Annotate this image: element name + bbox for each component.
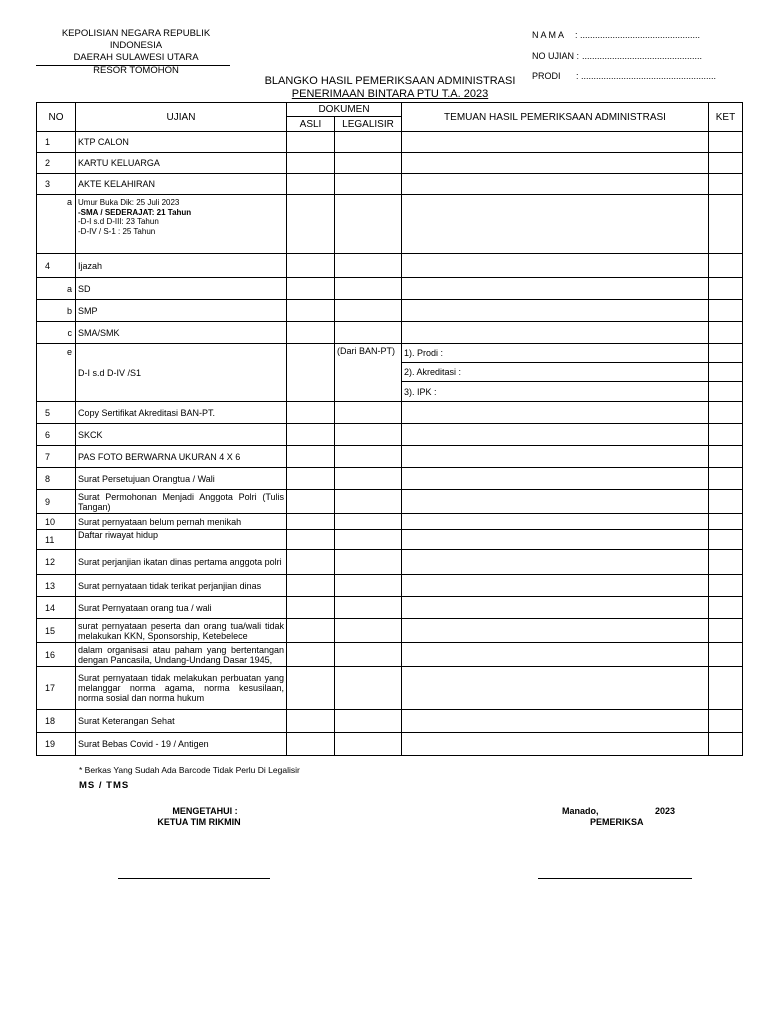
header-divider bbox=[36, 65, 230, 66]
ket-cell[interactable] bbox=[709, 424, 743, 446]
ket-cell[interactable] bbox=[709, 490, 743, 514]
ket-cell[interactable] bbox=[709, 446, 743, 468]
temuan-cell[interactable] bbox=[402, 514, 709, 530]
prodi-finding[interactable]: 1). Prodi : bbox=[402, 344, 709, 363]
table-row: 17 Surat pernyataan tidak melakukan perbuatan yang melanggar norma agama, norma kesusilaan, norma sosial dan norma hukum bbox=[37, 667, 743, 710]
temuan-cell[interactable] bbox=[402, 733, 709, 756]
nama-field[interactable]: : ................................................ bbox=[575, 30, 701, 40]
legalisir-cell[interactable] bbox=[335, 514, 402, 530]
table-row: 19 Surat Bebas Covid - 19 / Antigen bbox=[37, 733, 743, 756]
temuan-cell[interactable] bbox=[402, 490, 709, 514]
table-row: 6 SKCK bbox=[37, 424, 743, 446]
ketua-signature-line[interactable] bbox=[118, 878, 270, 879]
legalisir-cell[interactable] bbox=[335, 254, 402, 278]
ket-cell[interactable] bbox=[709, 344, 743, 363]
org-region: DAERAH SULAWESI UTARA bbox=[73, 52, 199, 63]
legalisir-cell[interactable] bbox=[335, 733, 402, 756]
table-row: 3 AKTE KELAHIRAN bbox=[37, 174, 743, 195]
temuan-cell[interactable] bbox=[402, 254, 709, 278]
temuan-cell[interactable] bbox=[402, 575, 709, 597]
temuan-cell[interactable] bbox=[402, 322, 709, 344]
pemeriksa-label: PEMERIKSA bbox=[590, 817, 644, 827]
ket-cell[interactable] bbox=[709, 322, 743, 344]
ket-cell[interactable] bbox=[709, 382, 743, 402]
no-ujian-label: NO UJIAN : bbox=[532, 51, 580, 61]
asli-cell[interactable] bbox=[287, 597, 335, 619]
col-asli-header: ASLI bbox=[287, 117, 335, 132]
age-requirements: Umur Buka Dik: 25 Juli 2023 -SMA / SEDERAJAT: 21 Tahun -D-I s.d D-III: 23 Tahun -D-IV / S-1 : 25 Tahun bbox=[76, 195, 287, 254]
temuan-cell[interactable] bbox=[402, 195, 709, 254]
table-row: 1 KTP CALON bbox=[37, 132, 743, 153]
asli-cell[interactable] bbox=[287, 575, 335, 597]
table-row: 7 PAS FOTO BERWARNA UKURAN 4 X 6 bbox=[37, 446, 743, 468]
legalisir-cell[interactable] bbox=[335, 153, 402, 174]
asli-cell[interactable] bbox=[287, 174, 335, 195]
temuan-cell[interactable] bbox=[402, 597, 709, 619]
asli-cell[interactable] bbox=[287, 733, 335, 756]
temuan-cell[interactable] bbox=[402, 710, 709, 733]
asli-cell[interactable] bbox=[287, 514, 335, 530]
asli-cell[interactable] bbox=[287, 153, 335, 174]
asli-cell[interactable] bbox=[287, 344, 335, 402]
table-row: 8 Surat Persetujuan Orangtua / Wali bbox=[37, 468, 743, 490]
no-ujian-field[interactable]: ................................................ bbox=[582, 51, 703, 61]
temuan-cell[interactable] bbox=[402, 132, 709, 153]
legalisir-cell[interactable] bbox=[335, 132, 402, 153]
table-row: 4 Ijazah bbox=[37, 254, 743, 278]
asli-cell[interactable] bbox=[287, 619, 335, 643]
temuan-cell[interactable] bbox=[402, 667, 709, 710]
col-ujian-header: UJIAN bbox=[76, 103, 287, 132]
table-row: b SMP bbox=[37, 300, 743, 322]
temuan-cell[interactable] bbox=[402, 446, 709, 468]
col-dokumen-header: DOKUMEN bbox=[287, 103, 402, 117]
legalisir-cell[interactable] bbox=[335, 575, 402, 597]
table-row: 11 Daftar riwayat hidup bbox=[37, 530, 743, 550]
legalisir-cell[interactable] bbox=[335, 490, 402, 514]
table-row: e D-I s.d D-IV /S1 (Dari BAN-PT) 1). Prodi : bbox=[37, 344, 743, 363]
asli-cell[interactable] bbox=[287, 643, 335, 667]
ket-cell[interactable] bbox=[709, 597, 743, 619]
table-row: 18 Surat Keterangan Sehat bbox=[37, 710, 743, 733]
temuan-cell[interactable] bbox=[402, 643, 709, 667]
ipk-finding[interactable]: 3). IPK : bbox=[402, 382, 709, 402]
ket-cell[interactable] bbox=[709, 468, 743, 490]
asli-cell[interactable] bbox=[287, 132, 335, 153]
asli-cell[interactable] bbox=[287, 322, 335, 344]
ket-cell[interactable] bbox=[709, 710, 743, 733]
table-row: 9 Surat Permohonan Menjadi Anggota Polri (Tulis Tangan) bbox=[37, 490, 743, 514]
akreditasi-finding[interactable]: 2). Akreditasi : bbox=[402, 363, 709, 382]
ket-cell[interactable] bbox=[709, 530, 743, 550]
ketua-label: KETUA TIM RIKMIN bbox=[157, 817, 241, 827]
ket-cell[interactable] bbox=[709, 514, 743, 530]
asli-cell[interactable] bbox=[287, 490, 335, 514]
legalisir-cell[interactable] bbox=[335, 710, 402, 733]
org-unit: RESOR TOMOHON bbox=[93, 65, 179, 76]
prodi-field[interactable]: : ...................................................... bbox=[576, 71, 717, 81]
year-label: 2023 bbox=[655, 806, 676, 816]
asli-cell[interactable] bbox=[287, 667, 335, 710]
temuan-cell[interactable] bbox=[402, 424, 709, 446]
asli-cell[interactable] bbox=[287, 195, 335, 254]
ket-cell[interactable] bbox=[709, 363, 743, 382]
table-row: 2 KARTU KELUARGA bbox=[37, 153, 743, 174]
pemeriksa-signature-line[interactable] bbox=[538, 878, 692, 879]
ket-cell[interactable] bbox=[709, 643, 743, 667]
asli-cell[interactable] bbox=[287, 468, 335, 490]
asli-cell[interactable] bbox=[287, 300, 335, 322]
legalisir-cell[interactable] bbox=[335, 446, 402, 468]
temuan-cell[interactable] bbox=[402, 300, 709, 322]
legalisir-cell[interactable] bbox=[335, 530, 402, 550]
col-legalisir-header: LEGALISIR bbox=[335, 117, 402, 132]
temuan-cell[interactable] bbox=[402, 402, 709, 424]
table-row: 16 dalam organisasi atau paham yang bertentangan dengan Pancasila, Undang-Undang Dasar 1945, bbox=[37, 643, 743, 667]
asli-cell[interactable] bbox=[287, 550, 335, 575]
legalisir-note: (Dari BAN-PT) bbox=[335, 344, 402, 402]
ket-cell[interactable] bbox=[709, 300, 743, 322]
ket-cell[interactable] bbox=[709, 550, 743, 575]
form-title-line1: BLANGKO HASIL PEMERIKSAAN ADMINISTRASI bbox=[264, 75, 516, 87]
legalisir-note-footer: * Berkas Yang Sudah Ada Barcode Tidak Perlu Di Legalisir bbox=[79, 765, 300, 775]
col-no-header: NO bbox=[37, 103, 76, 132]
legalisir-cell[interactable] bbox=[335, 550, 402, 575]
temuan-cell[interactable] bbox=[402, 153, 709, 174]
legalisir-cell[interactable] bbox=[335, 619, 402, 643]
legalisir-cell[interactable] bbox=[335, 300, 402, 322]
ket-cell[interactable] bbox=[709, 402, 743, 424]
col-temuan-header: TEMUAN HASIL PEMERIKSAAN ADMINISTRASI bbox=[402, 103, 709, 132]
examination-table bbox=[36, 102, 743, 756]
temuan-cell[interactable] bbox=[402, 530, 709, 550]
org-name: KEPOLISIAN NEGARA REPUBLIK INDONESIA bbox=[61, 28, 211, 51]
legalisir-cell[interactable] bbox=[335, 278, 402, 300]
table-row: 12 Surat perjanjian ikatan dinas pertama anggota polri bbox=[37, 550, 743, 575]
table-row: a Umur Buka Dik: 25 Juli 2023 -SMA / SEDERAJAT: 21 Tahun -D-I s.d D-III: 23 Tahun -D-IV / S-1 : 25 Tahun bbox=[37, 195, 743, 254]
prodi-label: PRODI bbox=[532, 71, 561, 81]
asli-cell[interactable] bbox=[287, 424, 335, 446]
ket-cell[interactable] bbox=[709, 619, 743, 643]
asli-cell[interactable] bbox=[287, 530, 335, 550]
temuan-cell[interactable] bbox=[402, 550, 709, 575]
mengetahui-label: MENGETAHUI : bbox=[172, 806, 238, 816]
place-label: Manado, bbox=[562, 806, 599, 816]
legalisir-cell[interactable] bbox=[335, 195, 402, 254]
table-row: 14 Surat Pernyataan orang tua / wali bbox=[37, 597, 743, 619]
ket-cell[interactable] bbox=[709, 132, 743, 153]
ket-cell[interactable] bbox=[709, 733, 743, 756]
table-row: a SD bbox=[37, 278, 743, 300]
form-title-line2: PENERIMAAN BINTARA PTU T.A. 2023 bbox=[291, 88, 489, 100]
ket-cell[interactable] bbox=[709, 667, 743, 710]
asli-cell[interactable] bbox=[287, 278, 335, 300]
legalisir-cell[interactable] bbox=[335, 174, 402, 195]
ket-cell[interactable] bbox=[709, 254, 743, 278]
nama-label: N A M A bbox=[532, 30, 565, 40]
institution-header bbox=[36, 28, 236, 77]
legalisir-cell[interactable] bbox=[335, 424, 402, 446]
legalisir-cell[interactable] bbox=[335, 643, 402, 667]
legalisir-cell[interactable] bbox=[335, 402, 402, 424]
legalisir-cell[interactable] bbox=[335, 597, 402, 619]
asli-cell[interactable] bbox=[287, 402, 335, 424]
asli-cell[interactable] bbox=[287, 710, 335, 733]
ket-cell[interactable] bbox=[709, 195, 743, 254]
table-row: 13 Surat pernyataan tidak terikat perjanjian dinas bbox=[37, 575, 743, 597]
table-row: 5 Copy Sertifikat Akreditasi BAN-PT. bbox=[37, 402, 743, 424]
asli-cell[interactable] bbox=[287, 254, 335, 278]
legalisir-cell[interactable] bbox=[335, 667, 402, 710]
ket-cell[interactable] bbox=[709, 174, 743, 195]
temuan-cell[interactable] bbox=[402, 619, 709, 643]
ket-cell[interactable] bbox=[709, 575, 743, 597]
ket-cell[interactable] bbox=[709, 153, 743, 174]
form-title bbox=[255, 75, 525, 101]
asli-cell[interactable] bbox=[287, 446, 335, 468]
ket-cell[interactable] bbox=[709, 278, 743, 300]
table-row: 10 Surat pernyataan belum pernah menikah bbox=[37, 514, 743, 530]
table-row: c SMA/SMK bbox=[37, 322, 743, 344]
temuan-cell[interactable] bbox=[402, 278, 709, 300]
temuan-cell[interactable] bbox=[402, 174, 709, 195]
temuan-cell[interactable] bbox=[402, 468, 709, 490]
ms-tms-label: MS / TMS bbox=[79, 780, 130, 791]
table-row: 15 surat pernyataan peserta dan orang tua/wali tidak melakukan KKN, Sponsorship, Ketebelece bbox=[37, 619, 743, 643]
col-ket-header: KET bbox=[709, 103, 743, 132]
legalisir-cell[interactable] bbox=[335, 322, 402, 344]
legalisir-cell[interactable] bbox=[335, 468, 402, 490]
